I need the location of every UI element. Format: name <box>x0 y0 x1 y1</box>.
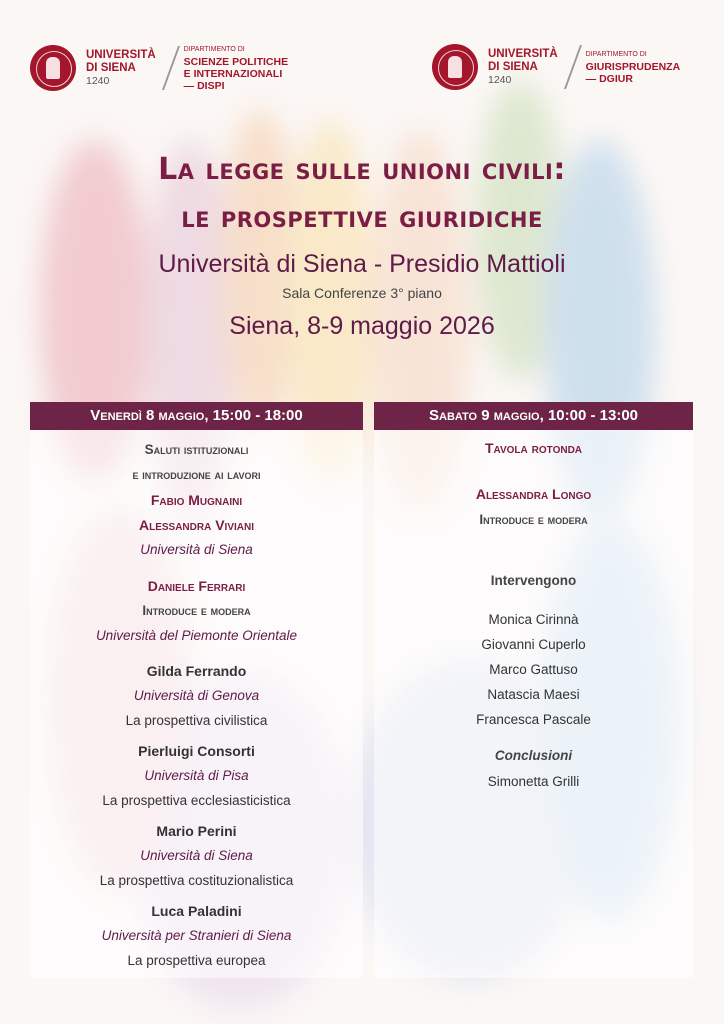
friday-program <box>30 402 363 978</box>
saturday-heading: Sabato 9 maggio, 10:00 - 13:00 <box>374 402 693 430</box>
university-name: UNIVERSITÀ <box>488 47 558 60</box>
talk-title: La prospettiva ecclesiasticistica <box>102 793 291 808</box>
dept-name-2: E INTERNAZIONALI <box>183 68 283 80</box>
role-label: Introduce e modera <box>142 603 251 618</box>
conclusions-label: Conclusioni <box>494 748 573 763</box>
logo-unisi-dgiur <box>432 44 680 90</box>
event-room: Sala Conferenze 3° piano <box>282 285 442 301</box>
dept-label: DIPARTIMENTO DI <box>585 51 647 58</box>
university-year: 1240 <box>86 74 110 87</box>
event-venue: Università di Siena - Presidio Mattioli <box>158 250 566 278</box>
affiliation: Università di Pisa <box>144 768 249 783</box>
event-title-line-1: La legge sulle unioni civili: <box>158 152 566 187</box>
speaker-name: Daniele Ferrari <box>147 578 246 594</box>
friday-line: e introduzione ai lavori <box>132 467 261 482</box>
panelist-name: Francesca Pascale <box>476 712 591 727</box>
dept-name-2: — DGIUR <box>585 73 633 85</box>
talk-title: La prospettiva costituzionalistica <box>99 873 294 888</box>
affiliation: Università per Stranieri di Siena <box>101 928 292 943</box>
event-date: Siena, 8-9 maggio 2026 <box>229 312 495 340</box>
speaker-name: Alessandra Longo <box>475 486 592 502</box>
university-name-2: DI SIENA <box>488 60 538 73</box>
university-name-2: DI SIENA <box>86 61 136 74</box>
logo-divider <box>162 46 180 90</box>
speaker-name: Alessandra Viviani <box>138 517 254 533</box>
event-title-line-2: le prospettive giuridiche <box>181 200 543 235</box>
university-year: 1240 <box>488 73 512 86</box>
dept-name-1: SCIENZE POLITICHE <box>183 56 289 68</box>
affiliation: Università di Siena <box>140 848 253 863</box>
dept-name-3: — DISPI <box>183 80 225 92</box>
affiliation: Università di Siena <box>140 542 253 557</box>
panelist-name: Marco Gattuso <box>489 662 578 677</box>
saturday-program <box>374 402 693 978</box>
speakers-label: Intervengono <box>490 573 577 588</box>
talk-title: La prospettiva europea <box>127 953 266 968</box>
dept-name-1: GIURISPRUDENZA <box>585 61 681 73</box>
panelist-name: Natascia Maesi <box>487 687 580 702</box>
university-seal-icon <box>432 44 478 90</box>
friday-line: Saluti istituzionali <box>144 442 249 457</box>
friday-heading: Venerdì 8 maggio, 15:00 - 18:00 <box>30 402 363 430</box>
speaker-name: Pierluigi Consorti <box>138 743 255 759</box>
logo-unisi-dispi <box>30 44 288 92</box>
speaker-name: Luca Paladini <box>151 903 242 919</box>
talk-title: La prospettiva civilistica <box>125 713 268 728</box>
session-title: Tavola rotonda <box>484 440 583 456</box>
speaker-name: Fabio Mugnaini <box>150 492 243 508</box>
affiliation: Università di Genova <box>133 688 260 703</box>
role-label: Introduce e modera <box>479 512 588 527</box>
university-seal-icon <box>30 45 76 91</box>
speaker-name: Mario Perini <box>156 823 237 839</box>
dept-label: DIPARTIMENTO DI <box>183 46 245 53</box>
conclusions-speaker: Simonetta Grilli <box>487 774 580 789</box>
panelist-name: Monica Cirinnà <box>488 612 579 627</box>
panelist-name: Giovanni Cuperlo <box>481 637 586 652</box>
logo-divider <box>564 45 582 89</box>
affiliation: Università del Piemonte Orientale <box>95 628 298 643</box>
university-name: UNIVERSITÀ <box>86 48 156 61</box>
speaker-name: Gilda Ferrando <box>146 663 247 679</box>
